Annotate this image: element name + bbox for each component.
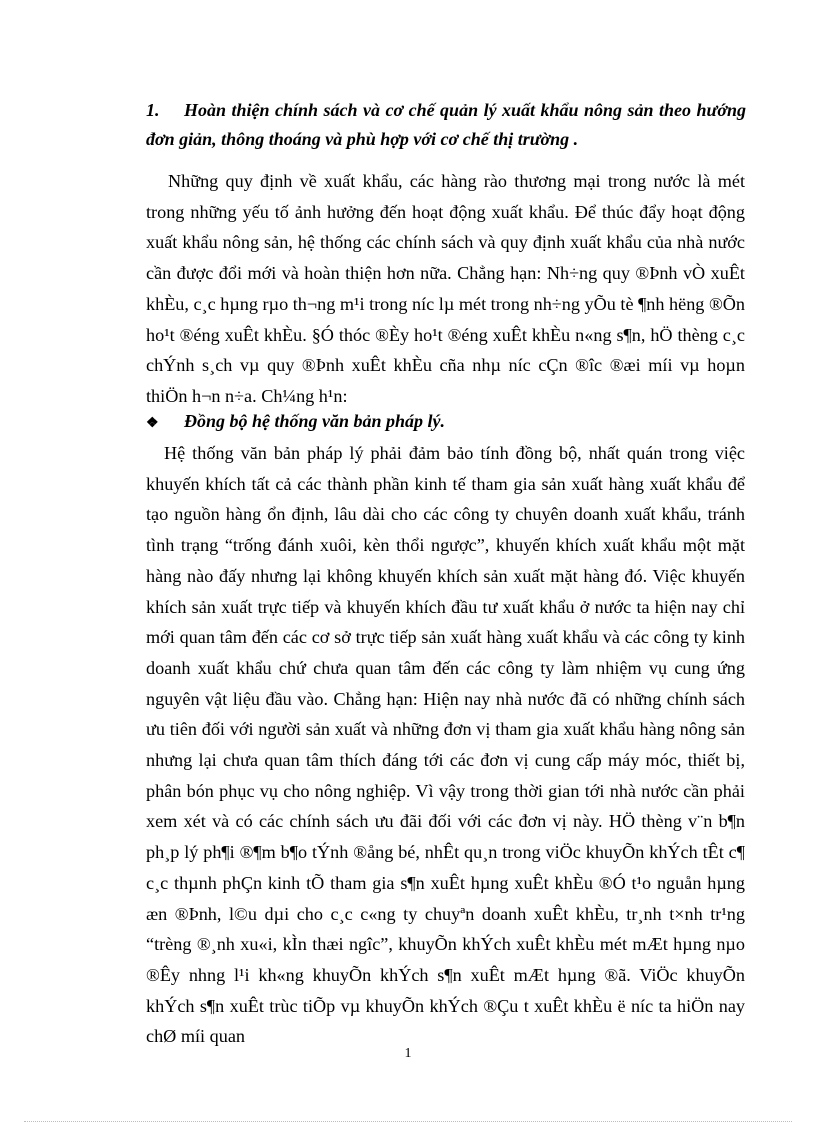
page-boundary-divider bbox=[24, 1121, 792, 1122]
section-heading bbox=[146, 96, 746, 154]
paragraph-legal-system: Hệ thống văn bản pháp lý phải đảm bảo tính đồng bộ, nhất quán trong việc khuyến khích tất cả các thành phần kinh tế tham gia sản xuất hàng xuất khẩu để tạo nguồn hàng ổn định, lâu dài cho các công ty chuyên doanh xuất khẩu, tránh tình trạng “trống đánh xuôi, kèn thổi ngược”, khuyến khích xuất khẩu một mặt hàng nào đấy nhưng lại không khuyến khích sản xuất mặt hàng đó. Việc khuyến khích sản xuất trực tiếp và khuyến khích đầu tư xuất khẩu ở nước ta hiện nay chỉ mới quan tâm đến các cơ sở trực tiếp sản xuất hàng xuất khẩu và các công ty kinh doanh xuất khẩu chứ chưa quan tâm đến các công ty làm nhiệm vụ cung ứng nguyên vật liệu đầu vào. Chẳng hạn: Hiện nay nhà nước đã có những chính sách ưu tiên đối với người sản xuất và những đơn vị tham gia xuất khẩu hàng nông sản nhưng lại chưa quan tâm thích đáng tới các đơn vị cung cấp máy móc, thiết bị, phân bón phục vụ cho nông nghiệp. Vì vậy trong thời gian tới nhà nước cần phải xem xét và có các chính sách ưu đãi đối với các đơn vị này. HÖ thèng v¨n b¶n ph¸p lý ph¶i ®¶m b¶o tÝnh ®ång bé, nhÊt qu¸n trong viÖc khuyÕn khÝch tÊt c¶ c¸c thµnh phÇn kinh tÕ tham gia s¶n xuÊt hµng xuÊt khÈu ®Ó t¹o nguån hµng æn ®Þnh, l©u dµi cho c¸c c«ng ty chuyªn doanh xuÊt khÈu, tr¸nh t×nh tr¹ng “trèng ®¸nh xu«i, kÌn thæi ngîc”, khuyÕn khÝch xuÊt khÈu mét mÆt hµng nµo ®Êy nhng l¹i kh«ng khuyÕn khÝch s¶n xuÊt mÆt hµng ®ã. ViÖc khuyÕn khÝch s¶n xuÊt trùc tiÕp vµ khuyÕn khÝch ®Çu t xuÊt khÈu ë níc ta hiÖn nay chØ míi quan bbox=[146, 443, 745, 1047]
section-number: 1. bbox=[146, 100, 160, 120]
subsection-heading bbox=[146, 406, 746, 439]
section-title: Hoàn thiện chính sách và cơ chế quản lý xuất khẩu nông sản theo hướng đơn giản, thông thoáng và phù hợp với cơ chế thị trường . bbox=[146, 100, 746, 149]
page-number: 1 bbox=[404, 1046, 412, 1061]
paragraph-intro: Những quy định về xuất khẩu, các hàng rào thương mại trong nước là mét trong những yếu tố ảnh hưởng đến hoạt động xuất khẩu. Để thúc đẩy hoạt động xuất khẩu nông sản, hệ thống các chính sách và quy định xuất khẩu của nhà nước cần được đổi mới và hoàn thiện hơn nữa. Chẳng hạn: Nh÷ng quy ®Þnh vÒ xuÊt khÈu, c¸c hµng rµo th¬ng m¹i trong níc lµ mét trong nh÷ng yÕu tè ¶nh hëng ®Õn ho¹t ®éng xuÊt khÈu. §Ó thóc ®Èy ho¹t ®éng xuÊt khÈu n«ng s¶n, hÖ thèng c¸c chÝnh s¸ch vµ quy ®Þnh xuÊt khÈu cña nhµ níc cÇn ®îc ®æi míi vµ hoµn thiÖn h¬n n÷a. Ch¼ng h¹n: bbox=[146, 171, 745, 406]
subsection-title: Đồng bộ hệ thống văn bản pháp lý. bbox=[184, 411, 446, 431]
diamond-bullet-icon: ❖ bbox=[146, 416, 159, 431]
